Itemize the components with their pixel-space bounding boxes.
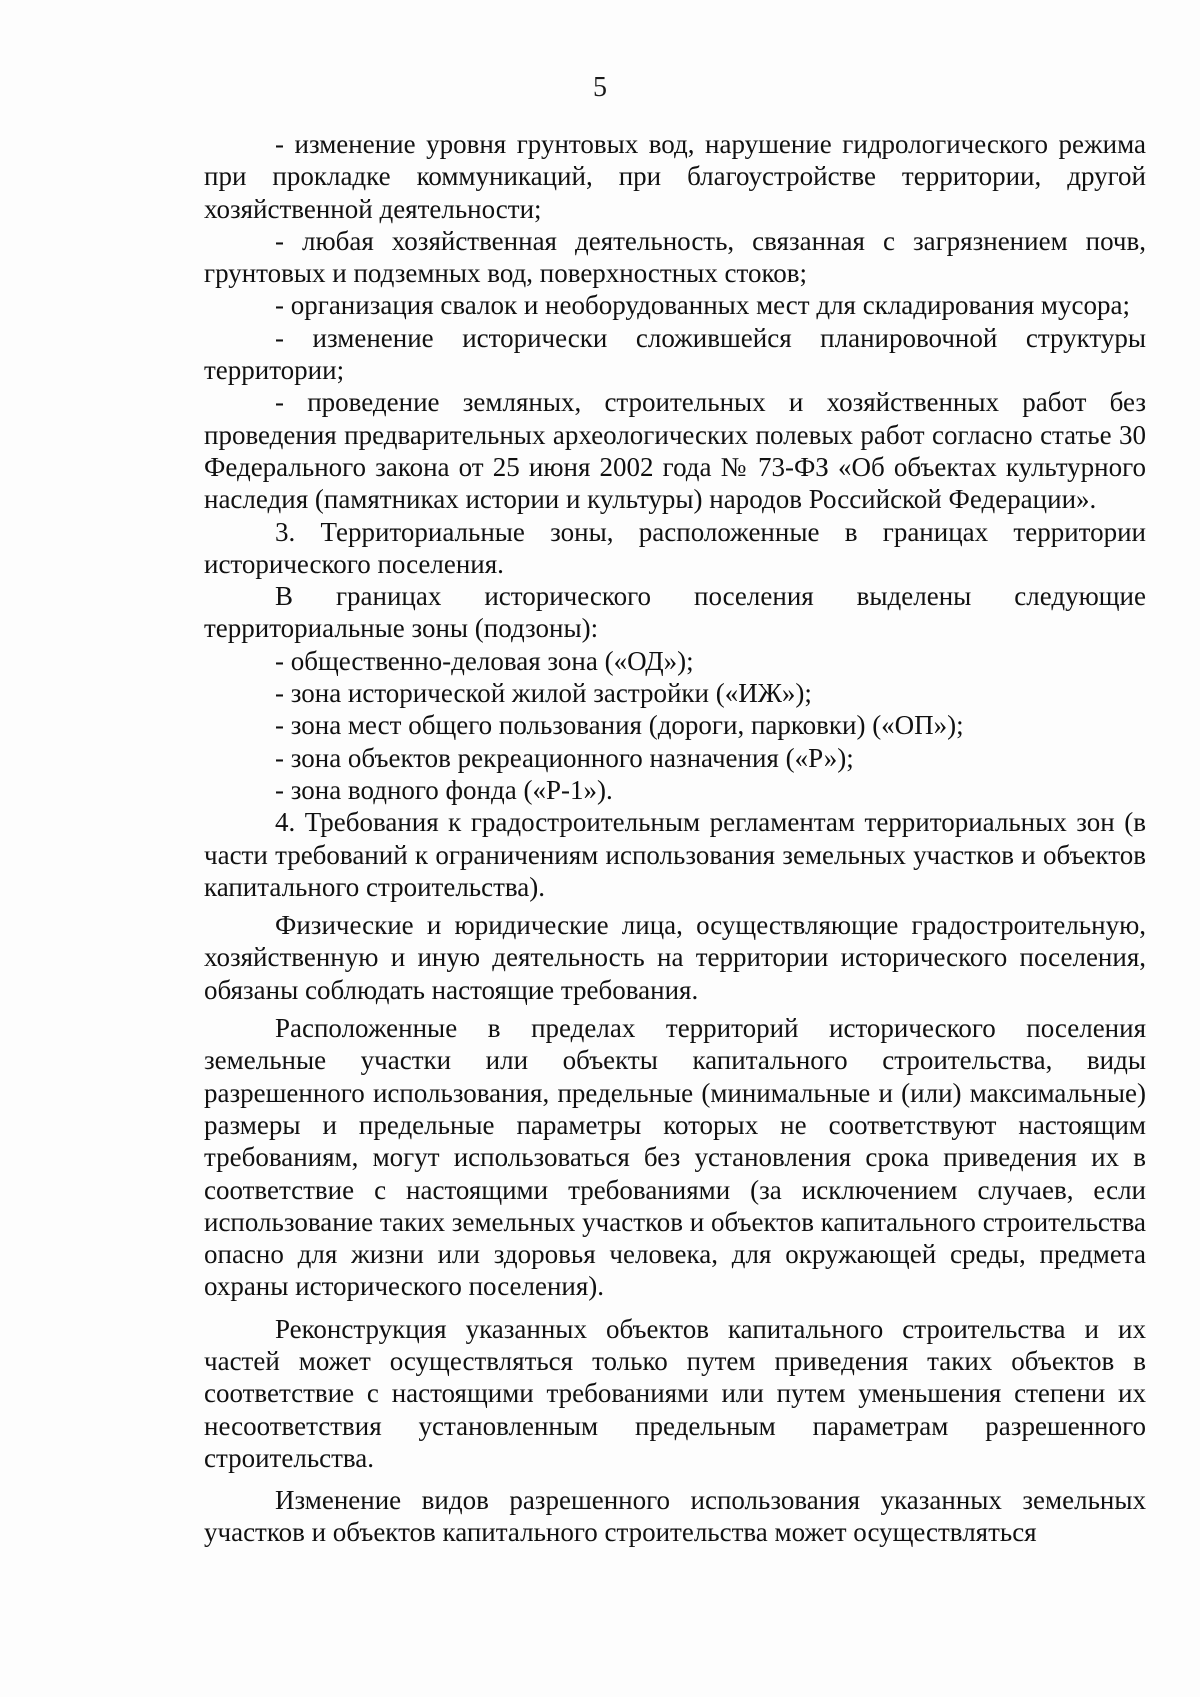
paragraph-groundwater: - изменение уровня грунтовых вод, нарушение гидрологического режима при прокладке коммуникаций, при благоустройстве территории, другой хозяйственной деятельности;	[204, 129, 1146, 224]
paragraph-dumps: - организация свалок и необорудованных мест для складирования мусора;	[275, 290, 1130, 321]
document-body	[204, 128, 1146, 1549]
paragraph-planning-structure: - изменение исторически сложившейся планировочной структуры территории;	[204, 322, 1146, 386]
paragraph-zones-intro: В границах исторического поселения выделены следующие территориальные зоны (подзоны):	[204, 581, 1146, 644]
list-item-zone-od: - общественно-деловая зона («ОД»);	[275, 645, 694, 676]
paragraph-section-3-heading: 3. Территориальные зоны, расположенные в границах территории исторического поселения.	[204, 516, 1146, 579]
paragraph-reconstruction: Реконструкция указанных объектов капитального строительства и их частей может осуществляться только путем приведения таких объектов в соответствие с настоящими требованиями или путем уменьшения степени их несоответствия установленным предельным параметрам разрешенного строительства.	[204, 1313, 1146, 1473]
list-item-zone-op: - зона мест общего пользования (дороги, парковки) («ОП»);	[275, 710, 964, 741]
page-number: 5	[593, 72, 607, 103]
paragraph-section-4-heading: 4. Требования к градостроительным регламентам территориальных зон (в части требований к ограничениям использования земельных участков и объектов капитального строительства).	[204, 807, 1146, 902]
paragraph-nonconforming-plots: Расположенные в пределах территорий исторического поселения земельные участки или объекты капитального строительства, виды разрешенного использования, предельные (минимальные и (или) максимальные) размеры и предельные параметры которых не соответствуют настоящим требованиям, могут использоваться без установления срока приведения их в соответствие с настоящими требованиями (за исключением случаев, если использование таких земельных участков и объектов капитального строительства опасно для жизни или здоровья человека, для окружающей среды, предмета охраны исторического поселения).	[204, 1013, 1146, 1302]
paragraph-change-of-use: Изменение видов разрешенного использования указанных земельных участков и объектов капитального строительства может осуществляться	[204, 1485, 1146, 1548]
list-item-zone-izh: - зона исторической жилой застройки («ИЖ»);	[275, 678, 812, 709]
list-item-zone-r: - зона объектов рекреационного назначения («Р»);	[275, 742, 854, 773]
paragraph-soil-pollution: - любая хозяйственная деятельность, связанная с загрязнением почв, грунтовых и подземных вод, поверхностных стоков;	[204, 225, 1146, 289]
list-item-zone-r1: - зона водного фонда («Р-1»).	[275, 774, 613, 805]
paragraph-earthworks: - проведение земляных, строительных и хозяйственных работ без проведения предварительных археологических полевых работ согласно статье 30 Федерального закона от 25 июня 2002 года № 73-ФЗ «Об объектах культурного наследия (памятниках истории и культуры) народов Российской Федерации».	[204, 387, 1146, 515]
paragraph-persons-obligation: Физические и юридические лица, осуществляющие градостроительную, хозяйственную и иную деятельность на территории исторического поселения, обязаны соблюдать настоящие требования.	[204, 910, 1146, 1005]
